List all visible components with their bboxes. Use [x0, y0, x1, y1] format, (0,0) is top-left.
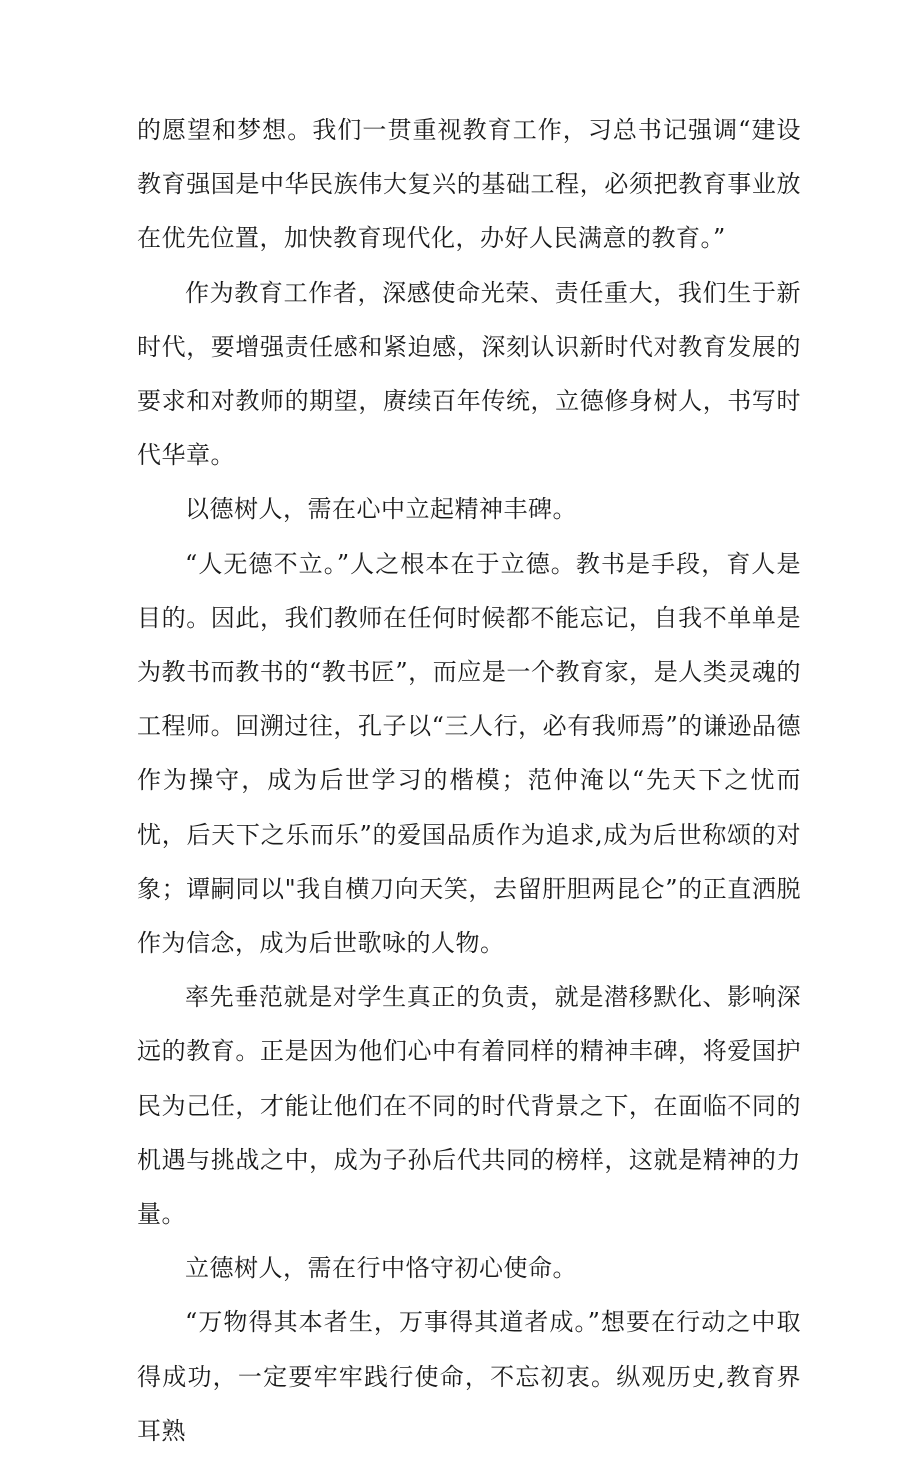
paragraph-2: 作为教育工作者，深感使命光荣、责任重大，我们生于新时代，要增强责任感和紧迫感，深刻认识新时代对教育发展的要求和对教师的期望，赓续百年传统，立德修身树人，书写时代华章。	[137, 278, 801, 470]
paragraph-5: “万物得其本者生，万事得其道者成。”想要在行动之中取得成功，一定要牢牢践行使命，不忘初衷。纵观历史,教育界耳熟	[137, 1308, 801, 1445]
paragraph-1: 的愿望和梦想。我们一贯重视教育工作，习总书记强调“建设教育强国是中华民族伟大复兴的基础工程，必须把教育事业放在优先位置，加快教育现代化，办好人民满意的教育。”	[137, 116, 801, 253]
paragraph-4: 率先垂范就是对学生真正的负责，就是潜移默化、影响深远的教育。正是因为他们心中有着同样的精神丰碑，将爱国护民为己任，才能让他们在不同的时代背景之下，在面临不同的机遇与挑战之中，成为子孙后代共同的榜样，这就是精神的力量。	[137, 983, 801, 1229]
section-heading-2: 立德树人，需在行中恪守初心使命。	[185, 1254, 577, 1283]
paragraph-3: “人无德不立。”人之根本在于立德。教书是手段，育人是目的。因此，我们教师在任何时候都不能忘记，自我不单单是为教书而教书的“教书匠”，而应是一个教育家，是人类灵魂的工程师。回溯过往，孔子以“三人行，必有我师焉”的谦逊品德作为操守，成为后世学习的楷模；范仲淹以“先天下之忧而忧，后天下之乐而乐”的爱国品质作为追求,成为后世称颂的对象；谭嗣同以"我自横刀向天笑，去留肝胆两昆仑”的正直洒脱作为信念，成为后世歌咏的人物。	[137, 549, 801, 958]
section-heading-1: 以德树人，需在心中立起精神丰碑。	[185, 495, 577, 524]
document-body	[137, 103, 801, 1458]
